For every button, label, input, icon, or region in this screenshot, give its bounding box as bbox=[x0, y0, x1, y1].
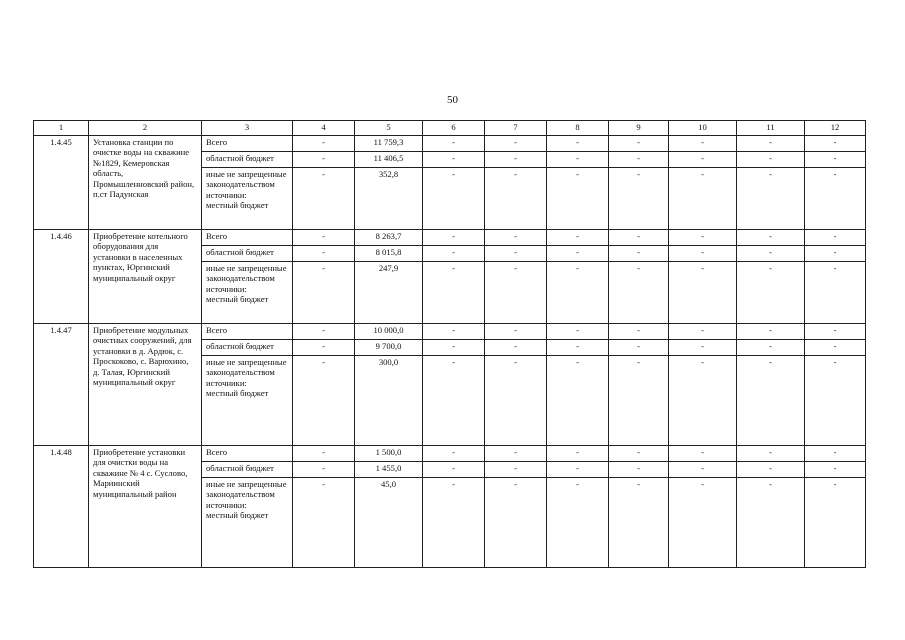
value-cell: - bbox=[609, 230, 669, 246]
item-code: 1.4.48 bbox=[34, 446, 89, 568]
value-cell: - bbox=[423, 340, 485, 356]
value-cell: - bbox=[609, 324, 669, 340]
value-cell: - bbox=[423, 230, 485, 246]
value-cell: - bbox=[609, 152, 669, 168]
value-cell: - bbox=[609, 246, 669, 262]
item-code: 1.4.45 bbox=[34, 136, 89, 230]
value-cell: - bbox=[547, 230, 609, 246]
value-cell: - bbox=[293, 462, 355, 478]
funding-source bbox=[202, 246, 293, 262]
item-name: Приобретение установки для очистки воды на скважине № 4 с. Суслово, Мариинский муниципальный район bbox=[89, 446, 202, 568]
funding-source bbox=[202, 152, 293, 168]
amount-cell: 11 406,5 bbox=[355, 152, 423, 168]
value-cell: - bbox=[423, 152, 485, 168]
value-cell: - bbox=[293, 246, 355, 262]
value-cell: - bbox=[669, 356, 737, 446]
value-cell: - bbox=[485, 230, 547, 246]
funding-source bbox=[202, 262, 293, 324]
value-cell: - bbox=[485, 152, 547, 168]
table-row bbox=[34, 230, 866, 246]
funding-source-label: Всего bbox=[206, 137, 228, 147]
funding-source bbox=[202, 136, 293, 152]
value-cell: - bbox=[609, 356, 669, 446]
column-header: 3 bbox=[202, 121, 293, 136]
table-row bbox=[34, 136, 866, 152]
amount-cell: 8 015,8 bbox=[355, 246, 423, 262]
value-cell: - bbox=[293, 324, 355, 340]
value-cell: - bbox=[737, 262, 805, 324]
column-header: 10 bbox=[669, 121, 737, 136]
funding-source-sublabel: местный бюджет bbox=[206, 510, 269, 521]
amount-cell: 247,9 bbox=[355, 262, 423, 324]
value-cell: - bbox=[423, 168, 485, 230]
value-cell: - bbox=[737, 340, 805, 356]
value-cell: - bbox=[485, 324, 547, 340]
value-cell: - bbox=[669, 168, 737, 230]
value-cell: - bbox=[423, 324, 485, 340]
value-cell: - bbox=[293, 356, 355, 446]
value-cell: - bbox=[737, 478, 805, 568]
amount-cell: 11 759,3 bbox=[355, 136, 423, 152]
column-header: 1 bbox=[34, 121, 89, 136]
funding-source bbox=[202, 324, 293, 340]
value-cell: - bbox=[547, 262, 609, 324]
value-cell: - bbox=[737, 246, 805, 262]
value-cell: - bbox=[805, 356, 866, 446]
amount-cell: 10 000,0 bbox=[355, 324, 423, 340]
value-cell: - bbox=[669, 324, 737, 340]
amount-cell: 45,0 bbox=[355, 478, 423, 568]
funding-source-sublabel: местный бюджет bbox=[206, 294, 269, 305]
amount-cell: 1 500,0 bbox=[355, 446, 423, 462]
amount-cell: 9 700,0 bbox=[355, 340, 423, 356]
column-header: 4 bbox=[293, 121, 355, 136]
value-cell: - bbox=[609, 168, 669, 230]
value-cell: - bbox=[669, 230, 737, 246]
value-cell: - bbox=[293, 230, 355, 246]
value-cell: - bbox=[293, 168, 355, 230]
funding-source-label: областной бюджет bbox=[206, 153, 274, 163]
value-cell: - bbox=[423, 136, 485, 152]
value-cell: - bbox=[609, 262, 669, 324]
value-cell: - bbox=[547, 324, 609, 340]
value-cell: - bbox=[737, 462, 805, 478]
value-cell: - bbox=[293, 152, 355, 168]
value-cell: - bbox=[669, 478, 737, 568]
item-code: 1.4.47 bbox=[34, 324, 89, 446]
amount-cell: 8 263,7 bbox=[355, 230, 423, 246]
value-cell: - bbox=[805, 230, 866, 246]
value-cell: - bbox=[485, 246, 547, 262]
item-code: 1.4.46 bbox=[34, 230, 89, 324]
amount-cell: 1 455,0 bbox=[355, 462, 423, 478]
value-cell: - bbox=[669, 340, 737, 356]
funding-source-label: Всего bbox=[206, 447, 228, 457]
funding-source-label: иные не запрещенные законодательством источники: bbox=[206, 357, 287, 388]
column-header: 12 bbox=[805, 121, 866, 136]
value-cell: - bbox=[485, 356, 547, 446]
funding-source-label: иные не запрещенные законодательством источники: bbox=[206, 479, 287, 510]
funding-source-label: иные не запрещенные законодательством источники: bbox=[206, 263, 287, 294]
value-cell: - bbox=[547, 136, 609, 152]
funding-source-label: Всего bbox=[206, 231, 228, 241]
value-cell: - bbox=[669, 246, 737, 262]
item-name: Приобретение котельного оборудования для установки в населенных пунктах, Юргинский муниципальный округ bbox=[89, 230, 202, 324]
value-cell: - bbox=[805, 324, 866, 340]
value-cell: - bbox=[609, 136, 669, 152]
item-name: Установка станции по очистке воды на скважине №1829, Кемеровская область, Промышленновский район, п.ст Падунская bbox=[89, 136, 202, 230]
funding-source bbox=[202, 230, 293, 246]
column-header: 8 bbox=[547, 121, 609, 136]
funding-source-label: областной бюджет bbox=[206, 341, 274, 351]
value-cell: - bbox=[485, 478, 547, 568]
value-cell: - bbox=[669, 446, 737, 462]
table-header-row bbox=[34, 121, 866, 136]
value-cell: - bbox=[547, 168, 609, 230]
column-header: 7 bbox=[485, 121, 547, 136]
column-header: 2 bbox=[89, 121, 202, 136]
value-cell: - bbox=[609, 462, 669, 478]
value-cell: - bbox=[547, 152, 609, 168]
value-cell: - bbox=[737, 152, 805, 168]
value-cell: - bbox=[293, 446, 355, 462]
funding-source-label: областной бюджет bbox=[206, 247, 274, 257]
value-cell: - bbox=[669, 462, 737, 478]
value-cell: - bbox=[737, 446, 805, 462]
value-cell: - bbox=[805, 446, 866, 462]
value-cell: - bbox=[669, 152, 737, 168]
value-cell: - bbox=[737, 168, 805, 230]
column-header: 5 bbox=[355, 121, 423, 136]
value-cell: - bbox=[609, 478, 669, 568]
value-cell: - bbox=[485, 446, 547, 462]
funding-source-label: областной бюджет bbox=[206, 463, 274, 473]
amount-cell: 352,8 bbox=[355, 168, 423, 230]
table-row bbox=[34, 446, 866, 462]
value-cell: - bbox=[737, 356, 805, 446]
page-number: 50 bbox=[447, 94, 458, 106]
funding-source-sublabel: местный бюджет bbox=[206, 200, 269, 211]
value-cell: - bbox=[805, 246, 866, 262]
value-cell: - bbox=[737, 230, 805, 246]
funding-source bbox=[202, 168, 293, 230]
value-cell: - bbox=[737, 324, 805, 340]
value-cell: - bbox=[423, 446, 485, 462]
value-cell: - bbox=[293, 136, 355, 152]
value-cell: - bbox=[805, 168, 866, 230]
value-cell: - bbox=[547, 478, 609, 568]
funding-source-label: иные не запрещенные законодательством источники: bbox=[206, 169, 287, 200]
value-cell: - bbox=[485, 168, 547, 230]
funding-source bbox=[202, 462, 293, 478]
value-cell: - bbox=[669, 136, 737, 152]
funding-source-sublabel: местный бюджет bbox=[206, 388, 269, 399]
value-cell: - bbox=[805, 262, 866, 324]
value-cell: - bbox=[423, 262, 485, 324]
value-cell: - bbox=[609, 340, 669, 356]
item-name: Приобретение модульных очистных сооружений, для установки в д. Ардюк, с. Проскоково, с. Варюхино, д. Талая, Юргинский муниципальный округ bbox=[89, 324, 202, 446]
value-cell: - bbox=[293, 478, 355, 568]
value-cell: - bbox=[485, 462, 547, 478]
value-cell: - bbox=[669, 262, 737, 324]
funding-source bbox=[202, 478, 293, 568]
value-cell: - bbox=[547, 246, 609, 262]
funding-source bbox=[202, 340, 293, 356]
table-row bbox=[34, 324, 866, 340]
value-cell: - bbox=[737, 136, 805, 152]
value-cell: - bbox=[547, 340, 609, 356]
amount-cell: 300,0 bbox=[355, 356, 423, 446]
budget-table bbox=[33, 120, 866, 568]
value-cell: - bbox=[293, 340, 355, 356]
value-cell: - bbox=[423, 246, 485, 262]
column-header: 11 bbox=[737, 121, 805, 136]
value-cell: - bbox=[547, 356, 609, 446]
value-cell: - bbox=[805, 462, 866, 478]
value-cell: - bbox=[547, 462, 609, 478]
column-header: 6 bbox=[423, 121, 485, 136]
value-cell: - bbox=[805, 478, 866, 568]
value-cell: - bbox=[609, 446, 669, 462]
value-cell: - bbox=[293, 262, 355, 324]
value-cell: - bbox=[805, 136, 866, 152]
value-cell: - bbox=[547, 446, 609, 462]
value-cell: - bbox=[485, 262, 547, 324]
column-header: 9 bbox=[609, 121, 669, 136]
value-cell: - bbox=[423, 462, 485, 478]
value-cell: - bbox=[423, 478, 485, 568]
value-cell: - bbox=[423, 356, 485, 446]
value-cell: - bbox=[805, 340, 866, 356]
value-cell: - bbox=[485, 340, 547, 356]
value-cell: - bbox=[805, 152, 866, 168]
funding-source-label: Всего bbox=[206, 325, 228, 335]
funding-source bbox=[202, 356, 293, 446]
value-cell: - bbox=[485, 136, 547, 152]
funding-source bbox=[202, 446, 293, 462]
